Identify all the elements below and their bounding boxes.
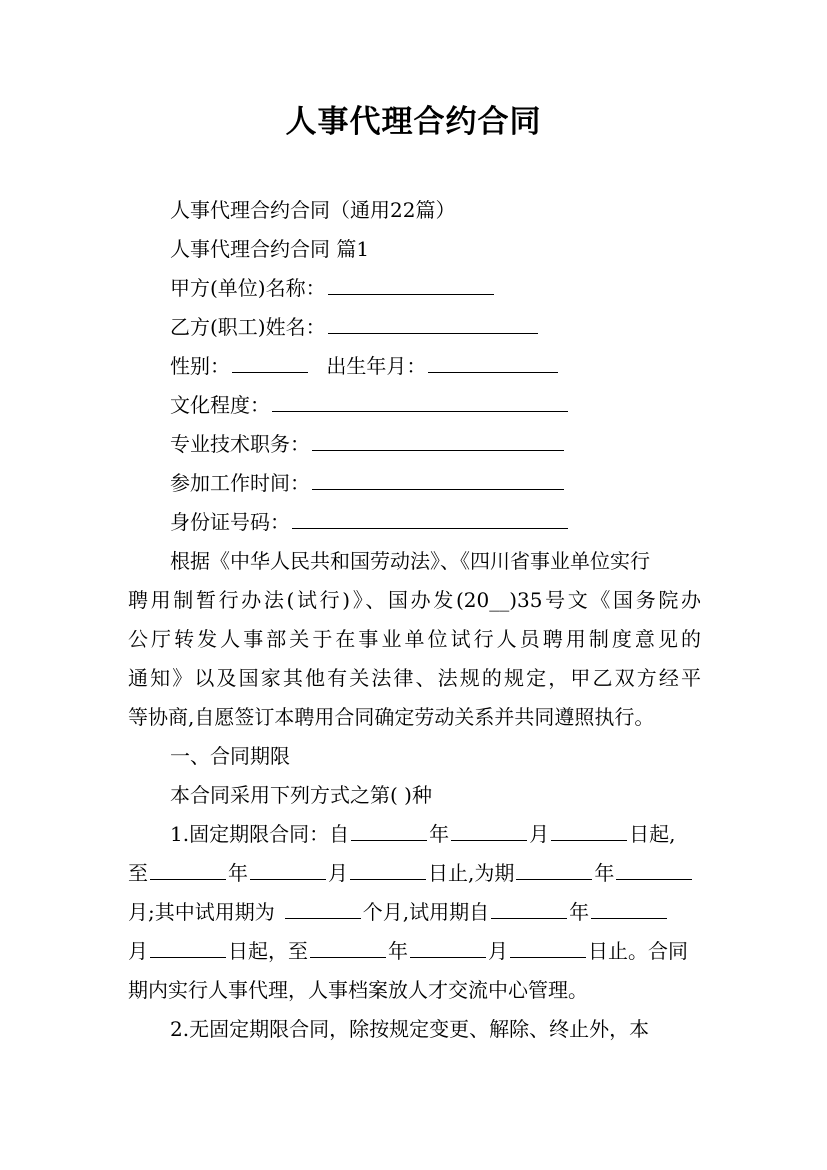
- paragraph-line: 聘用制暂行办法(试行)》、国办发(20__)35号文《国务院办: [128, 588, 701, 612]
- section-heading: 一、合同期限: [170, 744, 290, 768]
- party-b-name-label: 乙方(职工)姓名：: [170, 315, 326, 339]
- id-number-line: [0, 503, 827, 542]
- clause-text: 月: [328, 861, 348, 885]
- gender-birth-line: [0, 347, 827, 386]
- clause-text: 年: [594, 861, 615, 885]
- clause-text: 1.固定期限合同：自: [170, 822, 350, 846]
- clause-text: 月: [529, 822, 550, 846]
- date-blank: [150, 857, 226, 880]
- paragraph-line: 公厅转发人事部关于在事业单位试行人员聘用制度意见的: [128, 627, 701, 651]
- fixed-term-line: [0, 815, 827, 854]
- clause-text: 年: [388, 939, 408, 963]
- party-a-name-line: [0, 269, 827, 308]
- date-blank: [510, 935, 586, 958]
- clause-text: 日起，至: [228, 939, 308, 963]
- professional-title-blank: [312, 428, 564, 451]
- clause-text: 至: [128, 861, 148, 885]
- party-a-name-blank: [328, 272, 494, 295]
- date-blank: [351, 818, 427, 841]
- date-blank: [451, 818, 527, 841]
- document-title: 人事代理合约合同: [285, 104, 542, 140]
- party-b-name-blank: [328, 311, 538, 334]
- clause-text: 月: [128, 939, 148, 963]
- paragraph-line: 通知》以及国家其他有关法律、法规的规定，甲乙双方经平: [128, 666, 701, 690]
- work-start-label: 参加工作时间：: [170, 471, 310, 495]
- clause-text: 日止,为期: [428, 861, 515, 885]
- birth-blank: [428, 350, 558, 373]
- gender-blank: [232, 350, 308, 373]
- date-blank: [285, 896, 361, 919]
- education-label: 文化程度：: [170, 393, 270, 417]
- paragraph-line: 本合同采用下列方式之第( )种: [170, 783, 432, 807]
- paragraph-line: 等协商,自愿签订本聘用合同确定劳动关系并共同遵照执行。: [128, 705, 655, 729]
- probation-line: [0, 893, 827, 932]
- clause-text: 月: [488, 939, 508, 963]
- clause-text: 年: [569, 900, 590, 924]
- clause-text: 年: [228, 861, 248, 885]
- id-number-label: 身份证号码：: [170, 510, 290, 534]
- date-blank: [591, 896, 667, 919]
- clause-text: 个月,试用期自: [362, 900, 490, 924]
- work-start-blank: [312, 467, 564, 490]
- section-heading: 人事代理合约合同 篇1: [170, 237, 370, 261]
- party-a-name-label: 甲方(单位)名称：: [170, 276, 326, 300]
- clause-text: 日止。合同: [588, 939, 688, 963]
- paragraph-line: 2.无固定期限合同，除按规定变更、解除、终止外，本: [170, 1017, 650, 1041]
- education-blank: [272, 389, 568, 412]
- date-blank: [250, 857, 326, 880]
- clause-text: 年: [429, 822, 450, 846]
- work-start-line: [0, 464, 827, 503]
- date-blank: [410, 935, 486, 958]
- date-blank: [491, 896, 567, 919]
- date-blank: [551, 818, 627, 841]
- date-blank: [350, 857, 426, 880]
- date-blank: [310, 935, 386, 958]
- id-number-blank: [292, 506, 568, 529]
- paragraph-line: 期内实行人事代理，人事档案放人才交流中心管理。: [128, 978, 588, 1002]
- professional-title-label: 专业技术职务：: [170, 432, 310, 456]
- fixed-term-line: [0, 854, 827, 893]
- clause-text: 月;其中试用期为: [128, 900, 275, 924]
- paragraph-line: 根据《中华人民共和国劳动法》、《四川省事业单位实行: [170, 549, 650, 573]
- title-line: [0, 425, 827, 464]
- party-b-name-line: [0, 308, 827, 347]
- date-blank: [150, 935, 226, 958]
- birth-label: 出生年月：: [326, 354, 427, 378]
- date-blank: [616, 857, 692, 880]
- subtitle-line: 人事代理合约合同（通用22篇）: [170, 198, 456, 222]
- clause-text: 日起,: [629, 822, 676, 846]
- gender-label: 性别：: [170, 354, 230, 378]
- education-line: [0, 386, 827, 425]
- probation-line: [0, 932, 827, 971]
- date-blank: [516, 857, 592, 880]
